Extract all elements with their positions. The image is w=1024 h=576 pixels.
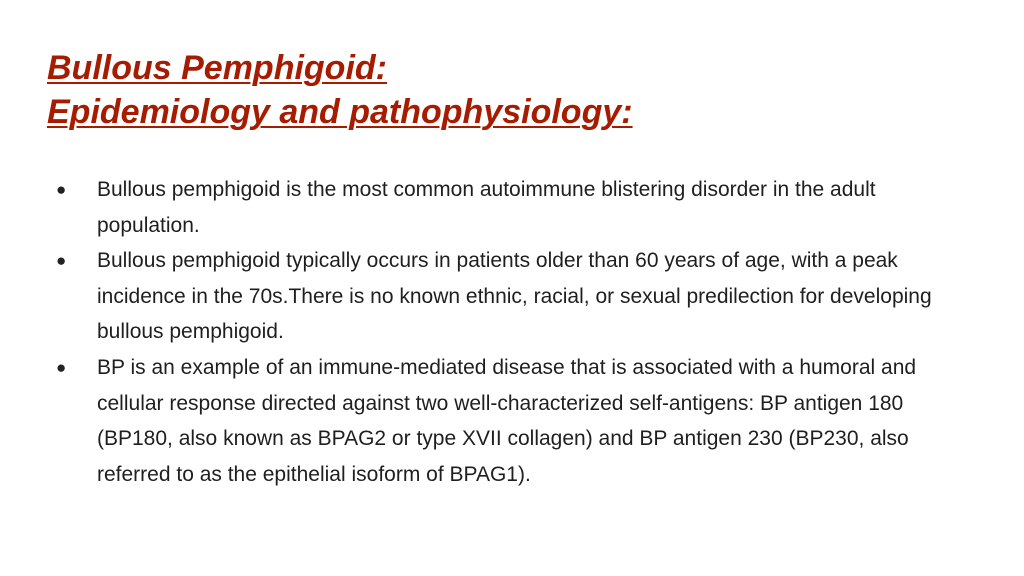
bullet-dot-icon: ●	[56, 357, 67, 377]
bullet-list	[56, 172, 956, 492]
bullet-item	[56, 243, 956, 350]
bullet-text: Bullous pemphigoid typically occurs in patients older than 60 years of age, with a peak incidence in the 70s.There is no known ethnic, racial, or sexual predilection for developing bullous pemphigoid.	[97, 249, 932, 344]
bullet-item	[56, 350, 956, 492]
title-line-1: Bullous Pemphigoid:	[47, 49, 387, 87]
title-line-2: Epidemiology and pathophysiology:	[47, 93, 633, 131]
bullet-item	[56, 172, 956, 243]
bullet-text: Bullous pemphigoid is the most common autoimmune blistering disorder in the adult population.	[97, 178, 876, 237]
bullet-dot-icon: ●	[56, 251, 67, 271]
bullet-text: BP is an example of an immune-mediated disease that is associated with a humoral and cellular response directed against two well-characterized self-antigens: BP antigen 180 (BP180, also known as BPAG2 or type XVII collagen) and BP antigen 230 (BP230, also referred to as the epithelial isoform of BPAG1).	[97, 355, 917, 486]
slide-title	[47, 46, 633, 134]
bullet-dot-icon: ●	[56, 180, 67, 199]
